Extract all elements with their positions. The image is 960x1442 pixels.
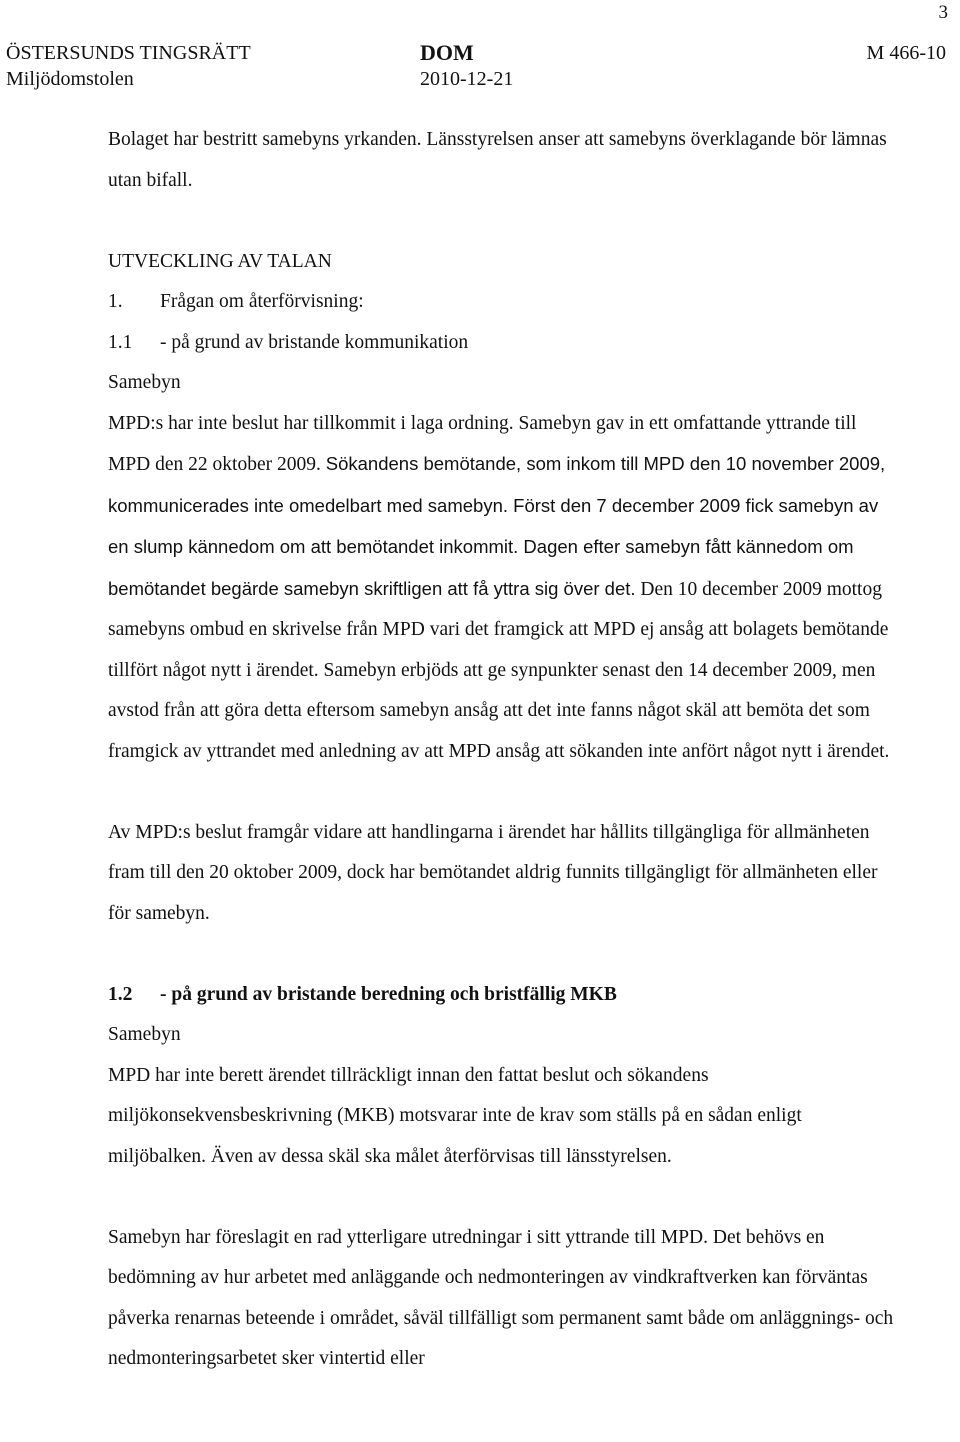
page-number: 3 [938,2,948,23]
subsection-1-2-heading [108,975,898,1016]
court-name: ÖSTERSUNDS TINGSRÄTT [6,42,251,64]
subsection-1-1-paragraph-1 [108,404,898,773]
question-1-title: Frågan om återförvisning: [160,291,364,312]
court-division: Miljödomstolen [6,68,134,90]
subsection-1-1-title: - på grund av bristande kommunikation [160,331,469,353]
paragraph-1-rest-text: Den 10 december 2009 mottog samebyns ombud en skrivelse från MPD vari det framgick att MPD ej ansåg att bolagets bemötande tillfört något nytt i ärendet. Samebyn erbjöds att ge synpunkter senast den 14 december 2009, men avstod från att göra detta eftersom samebyn ansåg att det inte fanns något skäl att bemöta det som framgick av yttrandet med anledning av att MPD ansåg att sökanden inte anfört något nytt i ärendet. [108,578,890,762]
intro-paragraph: Bolaget har bestritt samebyns yrkanden. Länsstyrelsen anser att samebyns överklagande bör lämnas utan bifall. [108,129,887,191]
question-1-number: 1. [108,291,123,312]
subsection-1-1-party: Samebyn [108,372,181,393]
header-document-block [420,40,513,92]
question-1-heading [108,282,898,323]
subsection-1-1-number: 1.1 [108,331,133,353]
document-body [108,120,898,1380]
subsection-1-2-party: Samebyn [108,1024,181,1045]
case-number: M 466-10 [866,42,946,64]
subsection-1-1-paragraph-2: Av MPD:s beslut framgår vidare att handlingarna i ärendet har hållits tillgängliga för allmänheten fram till den 20 oktober 2009, dock har bemötandet aldrig funnits tillgängligt för allmänheten eller för samebyn. [108,821,878,924]
paragraph-1-serif-text: MPD:s har inte beslut har tillkommit i laga ordning. Samebyn gav in ett omfattande yttrande till MPD den 22 oktober 2009. [108,412,857,475]
subsection-1-2-number: 1.2 [108,983,133,1005]
paragraph-1-sans-text: Sökandens bemötande, som inkom till MPD den 10 november 2009, kommunicerades inte omedelbart med samebyn. Först den 7 december 2009 fick samebyn av en slump kännedom om att bemötandet inkommit. Dagen efter samebyn fått kännedom om bemötandet begärde samebyn skriftligen att få yttra sig över det. [108,453,886,599]
subsection-1-1-heading [108,323,898,364]
header-court-block [6,40,251,92]
section-title: UTVECKLING AV TALAN [108,250,332,272]
subsection-1-2-paragraph-2: Samebyn har föreslagit en rad ytterligare utredningar i sitt yttrande till MPD. Det behövs en bedömning av hur arbetet med anläggande och nedmonteringen av vindkraftverken kan förväntas påverka renarnas beteende i området, såväl tillfälligt som permanent samt både om anläggnings- och nedmonteringsarbetet sker vintertid eller [108,1226,894,1369]
document-date: 2010-12-21 [420,68,514,90]
document-type: DOM [420,40,474,65]
subsection-1-2-title: - på grund av bristande beredning och bristfällig MKB [160,983,617,1005]
subsection-1-2-paragraph-1: MPD har inte berett ärendet tillräckligt innan den fattat beslut och sökandens miljökonsekvensbeskrivning (MKB) motsvarar inte de krav som ställs på en sådan enligt miljöbalken. Även av dessa skäl ska målet återförvisas till länsstyrelsen. [108,1064,802,1167]
